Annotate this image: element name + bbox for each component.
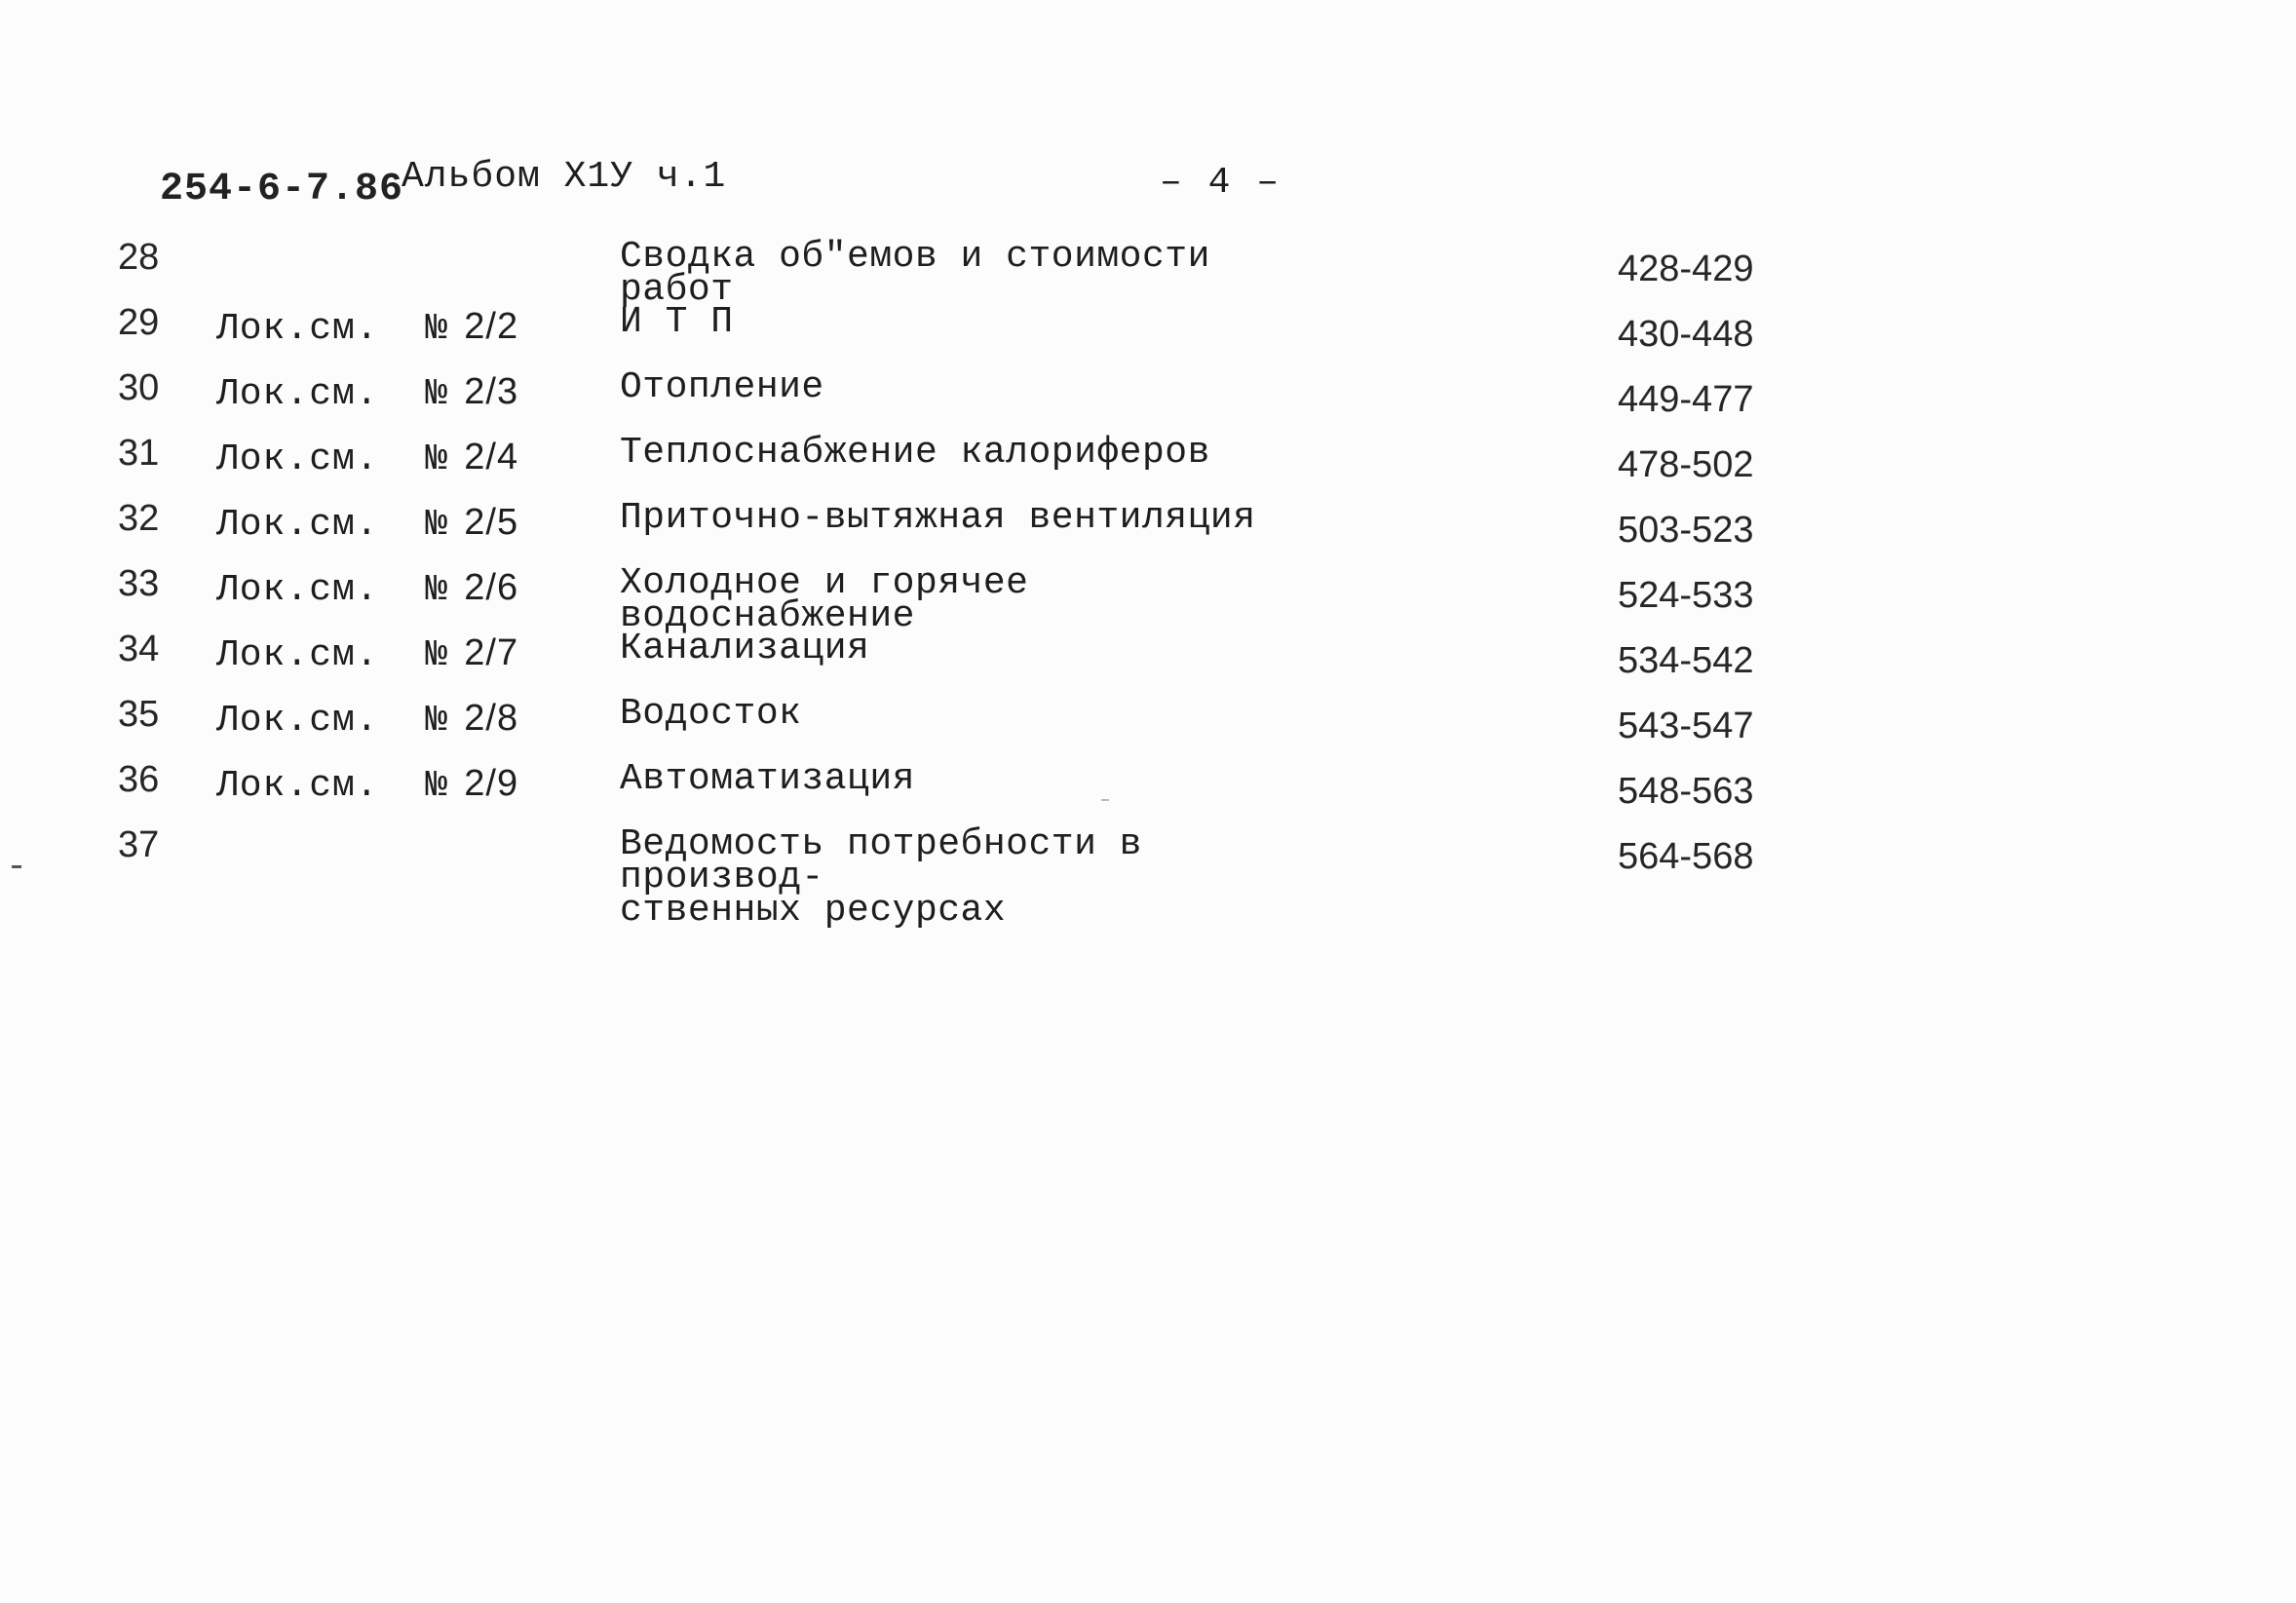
number-sign: № xyxy=(425,439,449,480)
scan-speck xyxy=(12,865,21,868)
number-sign: № xyxy=(425,373,449,415)
page-range: 428-429 xyxy=(1618,248,1754,289)
ref-prefix: Лок.см. xyxy=(216,700,379,742)
ref-code: 2/6 xyxy=(464,567,519,608)
ref-code: 2/2 xyxy=(464,306,519,347)
ref-prefix: Лок.см. xyxy=(216,504,379,546)
ref-code: 2/7 xyxy=(464,632,519,673)
table-row xyxy=(0,694,2296,752)
ref-prefix: Лок.см. xyxy=(216,569,379,611)
table-row xyxy=(0,629,2296,687)
row-number: 33 xyxy=(118,563,160,604)
row-title: Автоматизация xyxy=(620,758,915,800)
estimate-reference xyxy=(216,306,518,350)
number-sign: № xyxy=(425,634,449,676)
row-number: 28 xyxy=(118,237,160,278)
page-range: 524-533 xyxy=(1618,575,1754,616)
ref-prefix: Лок.см. xyxy=(216,373,379,415)
row-title: И Т П xyxy=(620,301,734,343)
row-title: Канализация xyxy=(620,628,870,669)
row-title: Холодное и горячее водоснабжение xyxy=(620,562,1029,637)
table-row xyxy=(0,302,2296,361)
estimate-reference xyxy=(216,763,518,807)
row-title: Ведомость потребности в производ- ственных ресурсах xyxy=(620,823,1142,932)
table-row xyxy=(0,433,2296,491)
page-range: 478-502 xyxy=(1618,444,1754,485)
ref-code: 2/9 xyxy=(464,763,519,804)
ref-code: 2/8 xyxy=(464,698,519,739)
scan-speck xyxy=(1101,799,1109,801)
row-number: 37 xyxy=(118,824,160,865)
row-number: 35 xyxy=(118,694,160,735)
page-range: 534-542 xyxy=(1618,640,1754,681)
row-number: 31 xyxy=(118,433,160,474)
page-range: 503-523 xyxy=(1618,510,1754,551)
ref-prefix: Лок.см. xyxy=(216,308,379,350)
table-row xyxy=(0,759,2296,818)
number-sign: № xyxy=(425,504,449,546)
number-sign: № xyxy=(425,765,449,807)
estimate-reference xyxy=(216,567,518,611)
table-row xyxy=(0,823,2296,932)
estimate-reference xyxy=(216,698,518,742)
table-row xyxy=(0,236,2296,311)
page-number: – 4 – xyxy=(1160,162,1282,204)
ref-prefix: Лок.см. xyxy=(216,439,379,480)
table-row xyxy=(0,367,2296,426)
ref-code: 2/4 xyxy=(464,437,519,477)
row-title: Отопление xyxy=(620,366,824,408)
ref-code: 2/3 xyxy=(464,371,519,412)
row-number: 29 xyxy=(118,302,160,343)
number-sign: № xyxy=(425,700,449,742)
ref-prefix: Лок.см. xyxy=(216,765,379,807)
estimate-reference xyxy=(216,632,518,676)
table-row xyxy=(0,498,2296,556)
row-number: 30 xyxy=(118,367,160,408)
page-range: 564-568 xyxy=(1618,836,1754,877)
row-title: Теплоснабжение калориферов xyxy=(620,432,1210,474)
row-number: 32 xyxy=(118,498,160,539)
row-number: 36 xyxy=(118,759,160,800)
ref-prefix: Лок.см. xyxy=(216,634,379,676)
number-sign: № xyxy=(425,569,449,611)
ref-code: 2/5 xyxy=(464,502,519,543)
row-title: Водосток xyxy=(620,693,802,735)
page-range: 543-547 xyxy=(1618,706,1754,746)
table-row xyxy=(0,562,2296,637)
estimate-reference xyxy=(216,502,518,546)
estimate-reference xyxy=(216,437,518,480)
number-sign: № xyxy=(425,308,449,350)
page-range: 449-477 xyxy=(1618,379,1754,420)
page-range: 548-563 xyxy=(1618,771,1754,812)
album-label: Альбом Х1У ч.1 xyxy=(402,156,727,198)
row-title: Приточно-вытяжная вентиляция xyxy=(620,497,1256,539)
document-code: 254-6-7.86 xyxy=(160,168,404,211)
row-number: 34 xyxy=(118,629,160,669)
row-title: Сводка об"емов и стоимости работ xyxy=(620,236,1210,311)
page-range: 430-448 xyxy=(1618,314,1754,355)
estimate-reference xyxy=(216,371,518,415)
